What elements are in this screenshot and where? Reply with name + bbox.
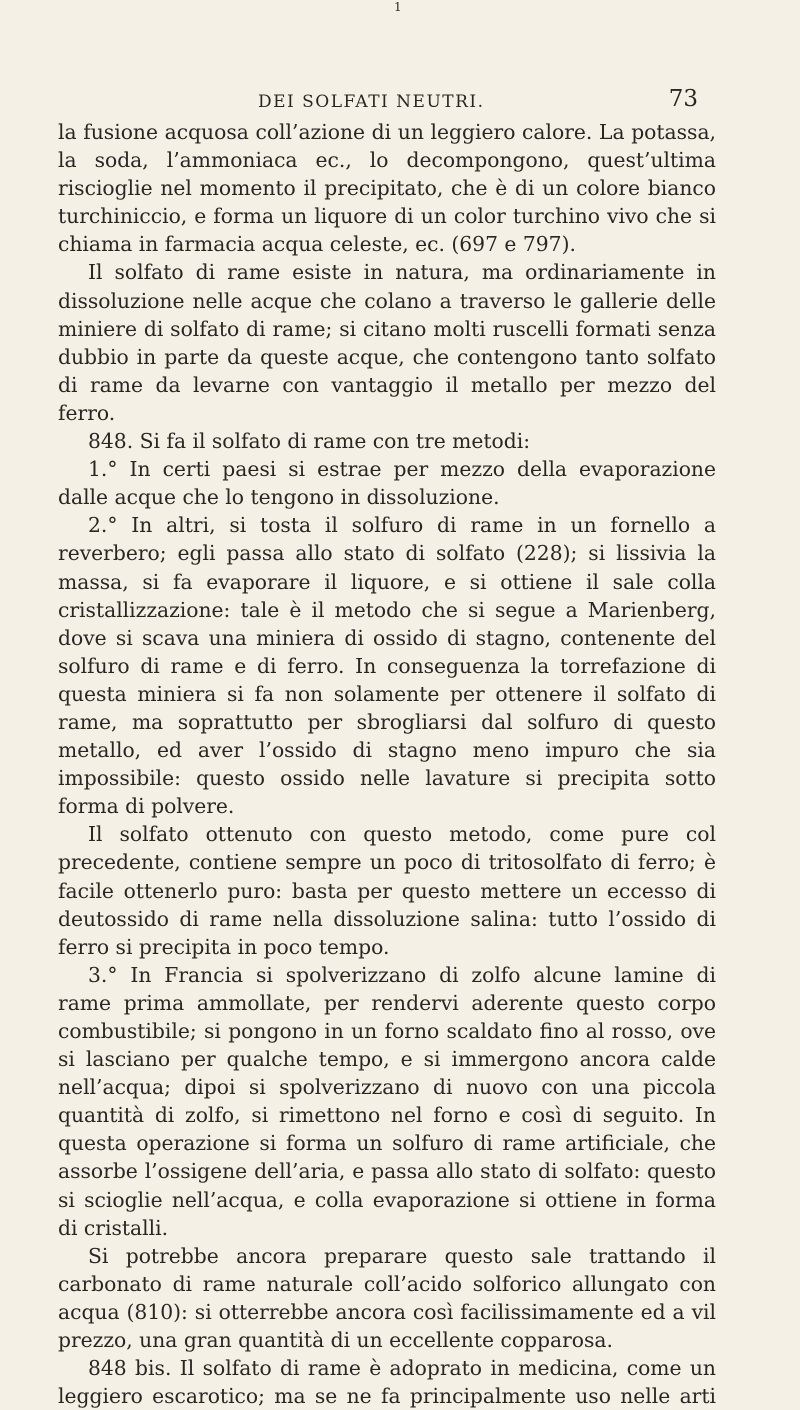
paragraph: 2.° In altri, si tosta il solfuro di rame in un fornello a reverbero; egli passa allo stato di solfato (228); si lissivia la massa, si fa evaporare il liquore, e si ottiene il sale colla cristallizzazione: tale è il metodo che si segue a Marienberg, dove si scava una miniera di ossido di stagno, contenente del solfuro di rame e di ferro. In conseguenza la torrefazione di questa miniera si fa non solamente per ottenere il solfato di rame, ma soprattutto per sbrogliarsi dal solfuro di questo metallo, ed aver l’ossido di stagno meno impuro che sia impossibile: questo ossido nelle lavature si precipita sotto forma di polvere. <box>58 513 716 819</box>
running-header <box>258 86 698 112</box>
paragraph: 1.° In certi paesi si estrae per mezzo della evaporazione dalle acque che lo tengono in dissoluzione. <box>58 457 716 510</box>
paragraph: 3.° In Francia si spolverizzano di zolfo alcune lamine di rame prima ammollate, per rendervi aderente questo corpo combustibile; si pongono in un forno scaldato fino al rosso, ove si lasciano per qualche tempo, e si immergono ancora calde nell’acqua; dipoi si spolverizzano di nuovo con una piccola quantità di zolfo, si rimettono nel forno e così di seguito. In questa operazione si forma un solfuro di rame artificiale, che assorbe l’ossigene dell’aria, e passa allo stato di solfato: questo si scioglie nell’acqua, e colla evaporazione si ottiene in forma di cristalli. <box>58 962 716 1240</box>
paragraph: Il solfato ottenuto con questo metodo, come pure col precedente, contiene sempre un poco di tritosolfato di ferro; è facile ottenerlo puro: basta per questo mettere un eccesso di deutossido di rame nella dissoluzione salina: tutto l’ossido di ferro si precipita in poco tempo. <box>58 822 716 959</box>
page-number: 73 <box>668 86 698 112</box>
body-text <box>58 118 716 1410</box>
paragraph: la fusione acquosa coll’azione di un leggiero calore. La potassa, la soda, l’ammoniaca ec., lo decompongono, quest’ultima riscioglie nel momento il precipitato, che è di un colore bianco turchiniccio, e forma un liquore di un color turchino vivo che si chiama in farmacia acqua celeste, ec. (697 e 797). <box>58 120 716 257</box>
paragraph: 848 bis. Il solfato di rame è adoprato in medicina, come un leggiero escarotico; ma se ne fa principalmente uso nelle arti <box>58 1356 716 1409</box>
paragraph: Si potrebbe ancora preparare questo sale trattando il carbonato di rame naturale coll’acido solforico allungato con acqua (810): si otterrebbe ancora così facilissimamente ed a vil prezzo, una gran quantità di un eccellente copparosa. <box>58 1243 716 1353</box>
paragraph: 848. Si fa il solfato di rame con tre metodi: <box>88 429 531 454</box>
top-mark: 1 <box>394 0 402 14</box>
running-title: DEI SOLFATI NEUTRI. <box>258 92 485 112</box>
paragraph: Il solfato di rame esiste in natura, ma ordinariamente in dissoluzione nelle acque che colano a traverso le gallerie delle miniere di solfato di rame; si citano molti ruscelli formati senza dubbio in parte da queste acque, che contengono tanto solfato di rame da levarne con vantaggio il metallo per mezzo del ferro. <box>58 260 716 425</box>
